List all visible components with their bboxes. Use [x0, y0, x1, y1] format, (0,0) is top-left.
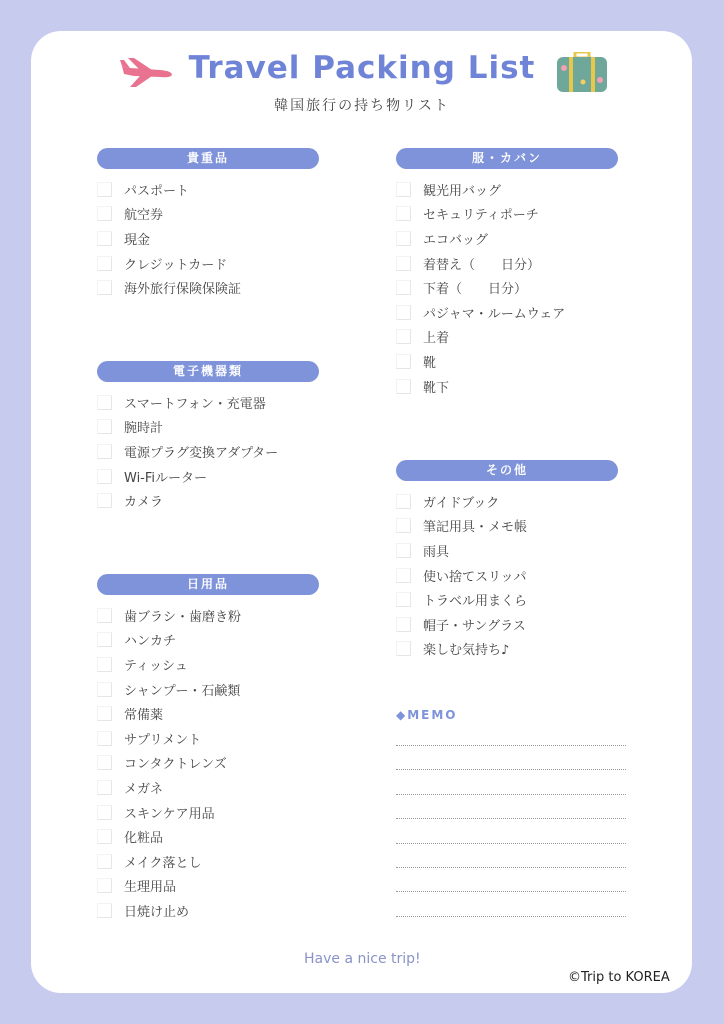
item-label: スマートフォン・充電器 — [124, 396, 266, 412]
item-label: サプリメント — [124, 732, 202, 748]
checkbox[interactable] — [97, 854, 112, 869]
checkbox[interactable] — [396, 280, 411, 295]
checklist-item[interactable] — [396, 489, 618, 514]
section-clothes-bags — [396, 148, 618, 398]
checklist-item[interactable] — [396, 226, 618, 251]
checklist-item[interactable] — [97, 251, 319, 276]
checkbox[interactable] — [97, 419, 112, 434]
checkbox[interactable] — [97, 805, 112, 820]
item-label: メイク落とし — [124, 855, 202, 871]
checklist-item[interactable] — [396, 587, 618, 612]
item-label: 雨具 — [423, 544, 450, 560]
checkbox[interactable] — [396, 568, 411, 583]
checklist-item[interactable] — [396, 275, 618, 300]
section-daily-items — [97, 574, 319, 923]
checklist-item[interactable] — [97, 488, 319, 513]
checklist-item[interactable] — [396, 538, 618, 563]
checklist-item[interactable] — [97, 751, 319, 776]
item-label: 電源プラグ変換アダプター — [124, 445, 279, 461]
checklist-item[interactable] — [97, 701, 319, 726]
checkbox[interactable] — [97, 657, 112, 672]
item-label: 着替え（ 日分） — [423, 257, 541, 273]
checkbox[interactable] — [97, 256, 112, 271]
checklist-item[interactable] — [97, 800, 319, 825]
item-label: 航空券 — [124, 208, 164, 224]
section-header: その他 — [396, 460, 618, 481]
item-label: ティッシュ — [124, 658, 188, 674]
memo-line[interactable] — [396, 745, 626, 746]
checkbox[interactable] — [396, 379, 411, 394]
checkbox[interactable] — [97, 903, 112, 918]
checkbox[interactable] — [97, 231, 112, 246]
item-label: 常備薬 — [124, 708, 164, 724]
item-label: クレジットカード — [124, 257, 228, 273]
item-label: ハンカチ — [124, 634, 177, 650]
item-label: カメラ — [124, 495, 164, 511]
checkbox[interactable] — [97, 280, 112, 295]
checklist-item[interactable] — [396, 251, 618, 276]
memo-heading: ◆MEMO — [396, 708, 458, 722]
page-subtitle: 韓国旅行の持ち物リスト — [274, 98, 450, 114]
checklist-item[interactable] — [97, 824, 319, 849]
checklist-item[interactable] — [97, 226, 319, 251]
section-header: 電子機器類 — [97, 361, 319, 382]
item-label: 歯ブラシ・歯磨き粉 — [124, 609, 242, 625]
checklist-item[interactable] — [97, 439, 319, 464]
checklist-item[interactable] — [97, 177, 319, 202]
checklist-item[interactable] — [97, 898, 319, 923]
checkbox[interactable] — [396, 543, 411, 558]
copyright: ©Trip to KOREA — [568, 970, 670, 985]
section-header: 日用品 — [97, 574, 319, 595]
item-label: セキュリティポーチ — [423, 208, 539, 224]
checklist-item[interactable] — [97, 849, 319, 874]
item-label: 生理用品 — [124, 880, 177, 896]
checklist-item[interactable] — [396, 325, 618, 350]
item-label: 腕時計 — [124, 421, 164, 437]
item-label: 上着 — [423, 331, 450, 347]
checklist-item[interactable] — [97, 652, 319, 677]
item-label: ガイドブック — [423, 495, 500, 511]
checklist-item[interactable] — [97, 775, 319, 800]
item-label: Wi-Fiルーター — [124, 470, 208, 486]
item-label: コンタクトレンズ — [124, 757, 227, 773]
checkbox[interactable] — [97, 780, 112, 795]
checkbox[interactable] — [396, 494, 411, 509]
checklist-item[interactable] — [97, 726, 319, 751]
footer-message: Have a nice trip! — [304, 951, 421, 967]
checkbox[interactable] — [396, 617, 411, 632]
item-label: 筆記用具・メモ帳 — [423, 520, 528, 536]
checklist-item[interactable] — [396, 202, 618, 227]
memo-line[interactable] — [396, 867, 626, 868]
checklist-item[interactable] — [97, 603, 319, 628]
checkbox[interactable] — [97, 608, 112, 623]
checkbox[interactable] — [396, 256, 411, 271]
item-label: 化粧品 — [124, 831, 164, 847]
checkbox[interactable] — [396, 329, 411, 344]
memo-line[interactable] — [396, 818, 626, 819]
item-label: 靴下 — [423, 380, 450, 396]
checkbox[interactable] — [97, 469, 112, 484]
section-valuables — [97, 148, 319, 300]
memo-line[interactable] — [396, 769, 626, 770]
checkbox[interactable] — [396, 231, 411, 246]
checklist-item[interactable] — [396, 612, 618, 637]
checkbox[interactable] — [97, 829, 112, 844]
item-label: トラベル用まくら — [423, 594, 528, 610]
section-electronics — [97, 361, 319, 513]
section-others — [396, 460, 618, 661]
item-label: 帽子・サングラス — [423, 618, 526, 634]
suitcase-icon — [555, 52, 609, 94]
checkbox[interactable] — [97, 731, 112, 746]
checkbox[interactable] — [97, 755, 112, 770]
checkbox[interactable] — [97, 682, 112, 697]
checklist-item[interactable] — [396, 514, 618, 539]
section-header: 貴重品 — [97, 148, 319, 169]
checklist-item[interactable] — [97, 390, 319, 415]
checklist-item[interactable] — [97, 874, 319, 899]
checkbox[interactable] — [396, 518, 411, 533]
memo-line[interactable] — [396, 794, 626, 795]
checklist-item[interactable] — [396, 349, 618, 374]
checkbox[interactable] — [97, 493, 112, 508]
checkbox[interactable] — [97, 182, 112, 197]
checklist-item[interactable] — [396, 300, 618, 325]
checklist-item[interactable] — [396, 637, 618, 662]
checkbox[interactable] — [97, 444, 112, 459]
section-header: 服・カバン — [396, 148, 618, 169]
item-label: 靴 — [423, 355, 437, 371]
memo-line[interactable] — [396, 916, 626, 917]
item-label: メガネ — [124, 781, 164, 797]
checkbox[interactable] — [396, 182, 411, 197]
checklist-item[interactable] — [97, 677, 319, 702]
checkbox[interactable] — [396, 354, 411, 369]
checkbox[interactable] — [97, 706, 112, 721]
checklist-item[interactable] — [97, 464, 319, 489]
item-label: スキンケア用品 — [124, 806, 215, 822]
item-label: 現金 — [124, 232, 151, 248]
checklist-item[interactable] — [396, 177, 618, 202]
checklist-item[interactable] — [396, 563, 618, 588]
item-label: 下着（ 日分） — [423, 282, 528, 298]
item-label: 海外旅行保険保険証 — [124, 282, 242, 298]
checklist-item[interactable] — [97, 202, 319, 227]
checkbox[interactable] — [396, 592, 411, 607]
item-label: 使い捨てスリッパ — [423, 569, 527, 585]
checklist-item[interactable] — [97, 415, 319, 440]
item-label: シャンプー・石鹸類 — [124, 683, 241, 699]
item-label: 楽しむ気持ち♪ — [423, 643, 510, 659]
checklist-item[interactable] — [97, 628, 319, 653]
checkbox[interactable] — [97, 632, 112, 647]
checklist-item[interactable] — [396, 374, 618, 399]
memo-line[interactable] — [396, 891, 626, 892]
page-title: Travel Packing List — [188, 50, 536, 86]
item-label: エコバッグ — [423, 232, 489, 248]
checkbox[interactable] — [97, 878, 112, 893]
checkbox[interactable] — [396, 305, 411, 320]
checkbox[interactable] — [97, 206, 112, 221]
checklist-item[interactable] — [97, 275, 319, 300]
item-label: 観光用バッグ — [423, 183, 502, 199]
checkbox[interactable] — [396, 206, 411, 221]
checkbox[interactable] — [97, 395, 112, 410]
item-label: パジャマ・ルームウェア — [423, 306, 566, 322]
item-label: パスポート — [124, 183, 190, 199]
memo-line[interactable] — [396, 843, 626, 844]
item-label: 日焼け止め — [124, 904, 190, 920]
checkbox[interactable] — [396, 641, 411, 656]
